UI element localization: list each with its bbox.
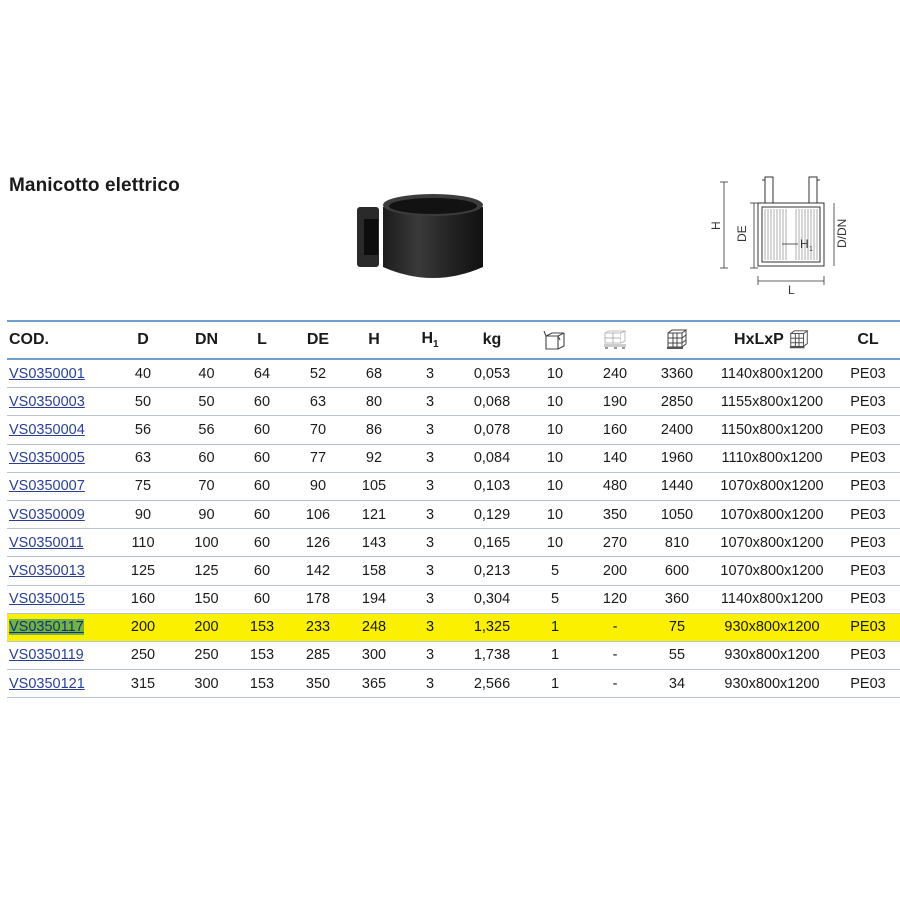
cell-q3: 1440 <box>646 472 708 500</box>
cell-q2: 120 <box>584 585 646 613</box>
cell-cl: PE03 <box>836 500 900 528</box>
cell-cod[interactable] <box>7 472 107 500</box>
cell-d: 110 <box>107 529 179 557</box>
cell-q2: - <box>584 641 646 669</box>
cell-kg: 1,738 <box>458 641 526 669</box>
cell-de: 63 <box>290 388 346 416</box>
cell-cod[interactable] <box>7 416 107 444</box>
cell-hxlxp: 1070x800x1200 <box>708 500 836 528</box>
dimension-diagram <box>709 172 852 302</box>
cell-de: 178 <box>290 585 346 613</box>
cell-cod[interactable] <box>7 585 107 613</box>
cell-h: 80 <box>346 388 402 416</box>
cell-q1: 1 <box>526 613 584 641</box>
header-kg: kg <box>458 321 526 359</box>
cell-hxlxp: 930x800x1200 <box>708 641 836 669</box>
cell-d: 50 <box>107 388 179 416</box>
product-code-link[interactable]: VS0350009 <box>9 506 85 523</box>
cell-cl: PE03 <box>836 529 900 557</box>
cell-q1: 5 <box>526 585 584 613</box>
cell-kg: 0,165 <box>458 529 526 557</box>
cell-l: 60 <box>234 585 290 613</box>
cell-h1: 3 <box>402 613 458 641</box>
cell-kg: 0,304 <box>458 585 526 613</box>
cell-h: 158 <box>346 557 402 585</box>
cell-h1: 3 <box>402 585 458 613</box>
cell-h1: 3 <box>402 359 458 388</box>
pallet-dimensions-icon <box>788 329 810 351</box>
cell-dn: 250 <box>179 641 234 669</box>
cell-hxlxp: 930x800x1200 <box>708 613 836 641</box>
cell-d: 250 <box>107 641 179 669</box>
cell-d: 75 <box>107 472 179 500</box>
cell-q1: 1 <box>526 670 584 698</box>
cell-cod[interactable] <box>7 670 107 698</box>
cell-dn: 90 <box>179 500 234 528</box>
cell-q3: 55 <box>646 641 708 669</box>
cell-h: 86 <box>346 416 402 444</box>
header-pallet <box>646 321 708 359</box>
cell-hxlxp: 1070x800x1200 <box>708 472 836 500</box>
table-row <box>7 444 900 472</box>
cell-de: 233 <box>290 613 346 641</box>
table-row <box>7 472 900 500</box>
cell-q1: 5 <box>526 557 584 585</box>
cell-kg: 0,078 <box>458 416 526 444</box>
cell-cl: PE03 <box>836 416 900 444</box>
cell-hxlxp: 1140x800x1200 <box>708 585 836 613</box>
cell-kg: 0,053 <box>458 359 526 388</box>
cell-l: 153 <box>234 641 290 669</box>
cell-cl: PE03 <box>836 613 900 641</box>
cell-q2: 190 <box>584 388 646 416</box>
cell-q1: 1 <box>526 641 584 669</box>
pallet-icon <box>665 329 689 351</box>
cell-q3: 75 <box>646 613 708 641</box>
cell-kg: 0,129 <box>458 500 526 528</box>
product-code-link[interactable]: VS0350121 <box>9 675 85 692</box>
cell-d: 315 <box>107 670 179 698</box>
product-code-link[interactable]: VS0350005 <box>9 450 85 467</box>
cell-cl: PE03 <box>836 359 900 388</box>
cell-q3: 2400 <box>646 416 708 444</box>
cell-l: 60 <box>234 557 290 585</box>
cell-cod[interactable] <box>7 359 107 388</box>
cell-q3: 600 <box>646 557 708 585</box>
cell-cl: PE03 <box>836 585 900 613</box>
cell-l: 153 <box>234 670 290 698</box>
cell-dn: 150 <box>179 585 234 613</box>
cell-q3: 34 <box>646 670 708 698</box>
cell-q1: 10 <box>526 500 584 528</box>
cell-q2: - <box>584 670 646 698</box>
diagram-label-l: L <box>788 283 795 297</box>
cell-kg: 0,068 <box>458 388 526 416</box>
product-code-link[interactable]: VS0350011 <box>9 534 84 551</box>
cell-q1: 10 <box>526 388 584 416</box>
table-row <box>7 641 900 669</box>
cell-cl: PE03 <box>836 444 900 472</box>
header-d: D <box>107 321 179 359</box>
cell-h: 194 <box>346 585 402 613</box>
product-image <box>355 187 495 287</box>
cell-h: 121 <box>346 500 402 528</box>
cell-de: 52 <box>290 359 346 388</box>
cell-q3: 2850 <box>646 388 708 416</box>
cell-cod[interactable] <box>7 641 107 669</box>
cell-cod[interactable] <box>7 444 107 472</box>
box-icon <box>543 329 567 351</box>
product-code-link[interactable]: VS0350119 <box>9 647 84 664</box>
diagram-label-h: H <box>709 221 723 230</box>
product-code-link[interactable]: VS0350003 <box>9 393 85 410</box>
cell-q2: 270 <box>584 529 646 557</box>
header-h1: $H_1$ <box>402 321 458 359</box>
cell-de: 142 <box>290 557 346 585</box>
cell-dn: 40 <box>179 359 234 388</box>
header-hxlxp: HxLxP <box>708 321 836 359</box>
header-h: H <box>346 321 402 359</box>
cell-de: 77 <box>290 444 346 472</box>
cell-de: 126 <box>290 529 346 557</box>
cell-h1: 3 <box>402 670 458 698</box>
cell-dn: 70 <box>179 472 234 500</box>
cell-l: 153 <box>234 613 290 641</box>
cell-l: 60 <box>234 529 290 557</box>
cell-q1: 10 <box>526 472 584 500</box>
cell-de: 106 <box>290 500 346 528</box>
product-code-link[interactable]: VS0350013 <box>9 562 85 579</box>
cell-h: 365 <box>346 670 402 698</box>
cell-h: 143 <box>346 529 402 557</box>
cell-hxlxp: 1070x800x1200 <box>708 529 836 557</box>
cell-h1: 3 <box>402 416 458 444</box>
cell-hxlxp: 1070x800x1200 <box>708 557 836 585</box>
cell-kg: 0,103 <box>458 472 526 500</box>
cell-l: 60 <box>234 472 290 500</box>
header-cl: CL <box>836 321 900 359</box>
cell-h: 92 <box>346 444 402 472</box>
cell-cod[interactable] <box>7 500 107 528</box>
table-row <box>7 585 900 613</box>
cell-d: 160 <box>107 585 179 613</box>
cell-h1: 3 <box>402 444 458 472</box>
pallet-layer-icon <box>602 329 628 351</box>
page-title: Manicotto elettrico <box>9 175 180 196</box>
cell-de: 350 <box>290 670 346 698</box>
cell-h1: 3 <box>402 557 458 585</box>
diagram-label-de: DE <box>735 225 749 242</box>
cell-hxlxp: 1155x800x1200 <box>708 388 836 416</box>
table-row <box>7 416 900 444</box>
cell-q1: 10 <box>526 416 584 444</box>
cell-q3: 810 <box>646 529 708 557</box>
cell-kg: 0,084 <box>458 444 526 472</box>
cell-cl: PE03 <box>836 472 900 500</box>
product-code-link[interactable]: VS0350117 <box>9 619 84 636</box>
cell-cod[interactable] <box>7 529 107 557</box>
cell-de: 90 <box>290 472 346 500</box>
header-cod: COD. <box>7 321 107 359</box>
table-row <box>7 613 900 641</box>
cell-cl: PE03 <box>836 557 900 585</box>
cell-q1: 10 <box>526 359 584 388</box>
cell-h1: 3 <box>402 388 458 416</box>
cell-d: 56 <box>107 416 179 444</box>
product-code-link[interactable]: VS0350004 <box>9 421 85 438</box>
table-row <box>7 359 900 388</box>
cell-q3: 360 <box>646 585 708 613</box>
cell-cl: PE03 <box>836 388 900 416</box>
cell-h: 300 <box>346 641 402 669</box>
table-row <box>7 557 900 585</box>
cell-l: 60 <box>234 416 290 444</box>
cell-cl: PE03 <box>836 670 900 698</box>
cell-h: 105 <box>346 472 402 500</box>
cell-dn: 60 <box>179 444 234 472</box>
cell-q2: 480 <box>584 472 646 500</box>
cell-d: 125 <box>107 557 179 585</box>
table-row <box>7 529 900 557</box>
cell-l: 60 <box>234 444 290 472</box>
header-box <box>526 321 584 359</box>
cell-kg: 0,213 <box>458 557 526 585</box>
cell-d: 200 <box>107 613 179 641</box>
cell-q2: 350 <box>584 500 646 528</box>
cell-q3: 1960 <box>646 444 708 472</box>
cell-dn: 125 <box>179 557 234 585</box>
table-row <box>7 670 900 698</box>
cell-dn: 300 <box>179 670 234 698</box>
cell-l: 60 <box>234 500 290 528</box>
cell-cod[interactable] <box>7 557 107 585</box>
cell-dn: 100 <box>179 529 234 557</box>
cell-l: 60 <box>234 388 290 416</box>
cell-h: 68 <box>346 359 402 388</box>
cell-cod[interactable] <box>7 613 107 641</box>
product-code-link[interactable]: VS0350001 <box>9 365 85 382</box>
cell-kg: 2,566 <box>458 670 526 698</box>
header-l: L <box>234 321 290 359</box>
cell-d: 63 <box>107 444 179 472</box>
cell-h: 248 <box>346 613 402 641</box>
cell-q2: - <box>584 613 646 641</box>
cell-cod[interactable] <box>7 388 107 416</box>
cell-kg: 1,325 <box>458 613 526 641</box>
header-dn: DN <box>179 321 234 359</box>
cell-q1: 10 <box>526 529 584 557</box>
table-row <box>7 388 900 416</box>
header-layer <box>584 321 646 359</box>
cell-q2: 140 <box>584 444 646 472</box>
diagram-label-h1: H <box>800 237 809 251</box>
cell-cl: PE03 <box>836 641 900 669</box>
product-table <box>7 320 900 698</box>
cell-q1: 10 <box>526 444 584 472</box>
cell-h1: 3 <box>402 529 458 557</box>
product-code-link[interactable]: VS0350015 <box>9 591 85 608</box>
cell-hxlxp: 1110x800x1200 <box>708 444 836 472</box>
cell-q2: 240 <box>584 359 646 388</box>
cell-h1: 3 <box>402 500 458 528</box>
diagram-label-h1-sub: 1 <box>809 246 813 253</box>
cell-q3: 1050 <box>646 500 708 528</box>
cell-d: 90 <box>107 500 179 528</box>
table-row <box>7 500 900 528</box>
cell-dn: 200 <box>179 613 234 641</box>
cell-dn: 56 <box>179 416 234 444</box>
table-header <box>7 321 900 359</box>
cell-q2: 160 <box>584 416 646 444</box>
cell-l: 64 <box>234 359 290 388</box>
cell-de: 70 <box>290 416 346 444</box>
header-de: DE <box>290 321 346 359</box>
cell-dn: 50 <box>179 388 234 416</box>
diagram-label-ddn: D/DN <box>835 218 849 248</box>
cell-q3: 3360 <box>646 359 708 388</box>
cell-hxlxp: 1150x800x1200 <box>708 416 836 444</box>
cell-d: 40 <box>107 359 179 388</box>
cell-q2: 200 <box>584 557 646 585</box>
cell-hxlxp: 930x800x1200 <box>708 670 836 698</box>
cell-de: 285 <box>290 641 346 669</box>
cell-h1: 3 <box>402 641 458 669</box>
cell-hxlxp: 1140x800x1200 <box>708 359 836 388</box>
cell-h1: 3 <box>402 472 458 500</box>
product-code-link[interactable]: VS0350007 <box>9 478 85 495</box>
